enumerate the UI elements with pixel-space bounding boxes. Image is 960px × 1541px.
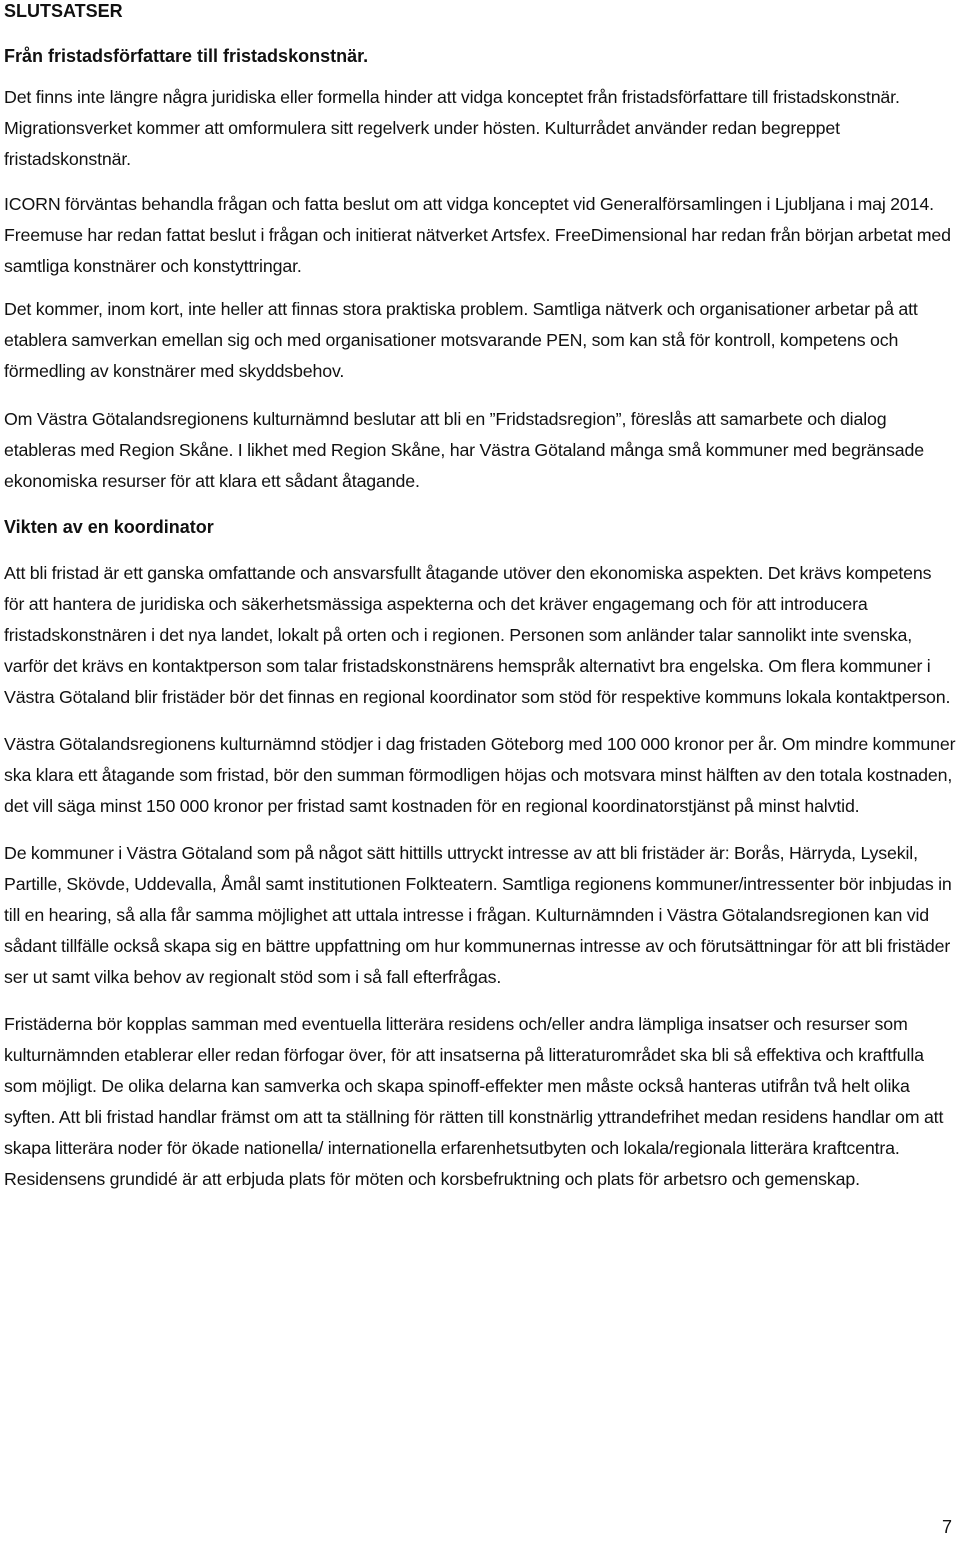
paragraph-icorn: ICORN förväntas behandla frågan och fatta beslut om att vidga konceptet vid Generalförsamlingen i Ljubljana i maj 2014. Freemuse har redan fattat beslut i frågan och initierat nätverket Artsfex. FreeDimensional har redan från början arbetat med samtliga konstnärer och konstyttringar. (4, 194, 951, 276)
paragraph-commitment: Att bli fristad är ett ganska omfattande och ansvarsfullt åtagande utöver den ekonomiska aspekten. Det krävs kompetens för att hantera de juridiska och säkerhetsmässiga aspekterna och det kräver engagemang och för att introducera fristadskonstnären i det nya landet, lokalt på orten och i regionen. Personen som anländer talar sannolikt inte svenska, varför det krävs en kontaktperson som talar fristadskonstnärens hemspråk alternativt bra engelska. Om flera kommuner i Västra Götaland blir fristäder bör det finnas en regional koordinator som stöd för respektive kommuns lokala kontaktperson. (4, 563, 951, 707)
paragraph-residencies: Fristäderna bör kopplas samman med eventuella litterära residens och/eller andra lämpliga insatser och resurser som kulturnämnden etablerar eller redan förfogar över, för att insatserna på litteraturområdet ska bli så effektiva och kraftfulla som möjligt. De olika delarna kan samverka och skapa spinoff-effekter men måste också hanteras utifrån två helt olika syften. Att bli fristad handlar främst om att ta ställning för rätten till konstnärlig yttrandefrihet medan residens handlar om att skapa litterära noder för ökade nationella/ internationella erfarenhetsutbyten och lokala/regionala litterära kraftcentra. Residensens grundidé är att erbjuda plats för möten och korsbefruktning och plats för arbetsro och gemenskap. (4, 1014, 944, 1189)
spacer (4, 713, 956, 729)
spacer (4, 282, 956, 294)
spacer (4, 68, 956, 82)
paragraph-region-skane: Om Västra Götalandsregionens kulturnämnd beslutar att bli en ”Fridstadsregion”, föreslås att samarbete och dialog etableras med Region Skåne. I likhet med Region Skåne, har Västra Götaland många små kommuner med begränsade ekonomiska resurser för att klara ett sådant åtagande. (4, 409, 924, 491)
spacer (4, 822, 956, 838)
paragraph-practical-problems: Det kommer, inom kort, inte heller att finnas stora praktiska problem. Samtliga nätverk och organisationer arbetar på att etablera samverkan emellan sig och med organisationer motsvarande PEN, som kan stå för kontroll, kompetens och förmedling av konstnärer med skyddsbehov. (4, 299, 918, 381)
spacer (4, 175, 956, 189)
paragraph-funding: Västra Götalandsregionens kulturnämnd stödjer i dag fristaden Göteborg med 100 000 kronor per år. Om mindre kommuner ska klara ett åtagande som fristad, bör den summan förmodligen höjas och motsvara minst hälften av den totala kostnaden, det vill säga minst 150 000 kronor per fristad samt kostnaden för en regional koordinatorstjänst på minst halvtid. (4, 734, 956, 816)
page-number: 7 (941, 1517, 952, 1537)
document-subtitle: Från fristadsförfattare till fristadskonstnär. (4, 46, 369, 66)
paragraph-legal-barriers: Det finns inte längre några juridiska eller formella hinder att vidga konceptet från fristadsförfattare till fristadskonstnär. Migrationsverket kommer att omformulera sitt regelverk under hösten. Kulturrådet använder redan begreppet fristadskonstnär. (4, 87, 900, 169)
spacer (4, 539, 956, 558)
document-title: SLUTSATSER (4, 1, 123, 21)
spacer (4, 993, 956, 1009)
spacer (4, 497, 956, 515)
paragraph-municipalities: De kommuner i Västra Götaland som på något sätt hittills uttryckt intresse av att bli fristäder är: Borås, Härryda, Lysekil, Partille, Skövde, Uddevalla, Åmål samt institutionen Folkteatern. Samtliga regionens kommuner/intressenter bör inbjudas in till en hearing, så alla får samma möjlighet att uttala intresse i frågan. Kulturnämnden i Västra Götalandsregionen kan vid sådant tillfälle också skapa sig en bättre uppfattning om hur kommunernas intresse av och förutsättningar för att bli fristäder ser ut samt vilka behov av regionalt stöd som i så fall efterfrågas. (4, 843, 952, 987)
section-heading-coordinator: Vikten av en koordinator (4, 517, 214, 537)
spacer (4, 22, 956, 44)
spacer (4, 387, 956, 404)
document-page (4, 0, 956, 1195)
